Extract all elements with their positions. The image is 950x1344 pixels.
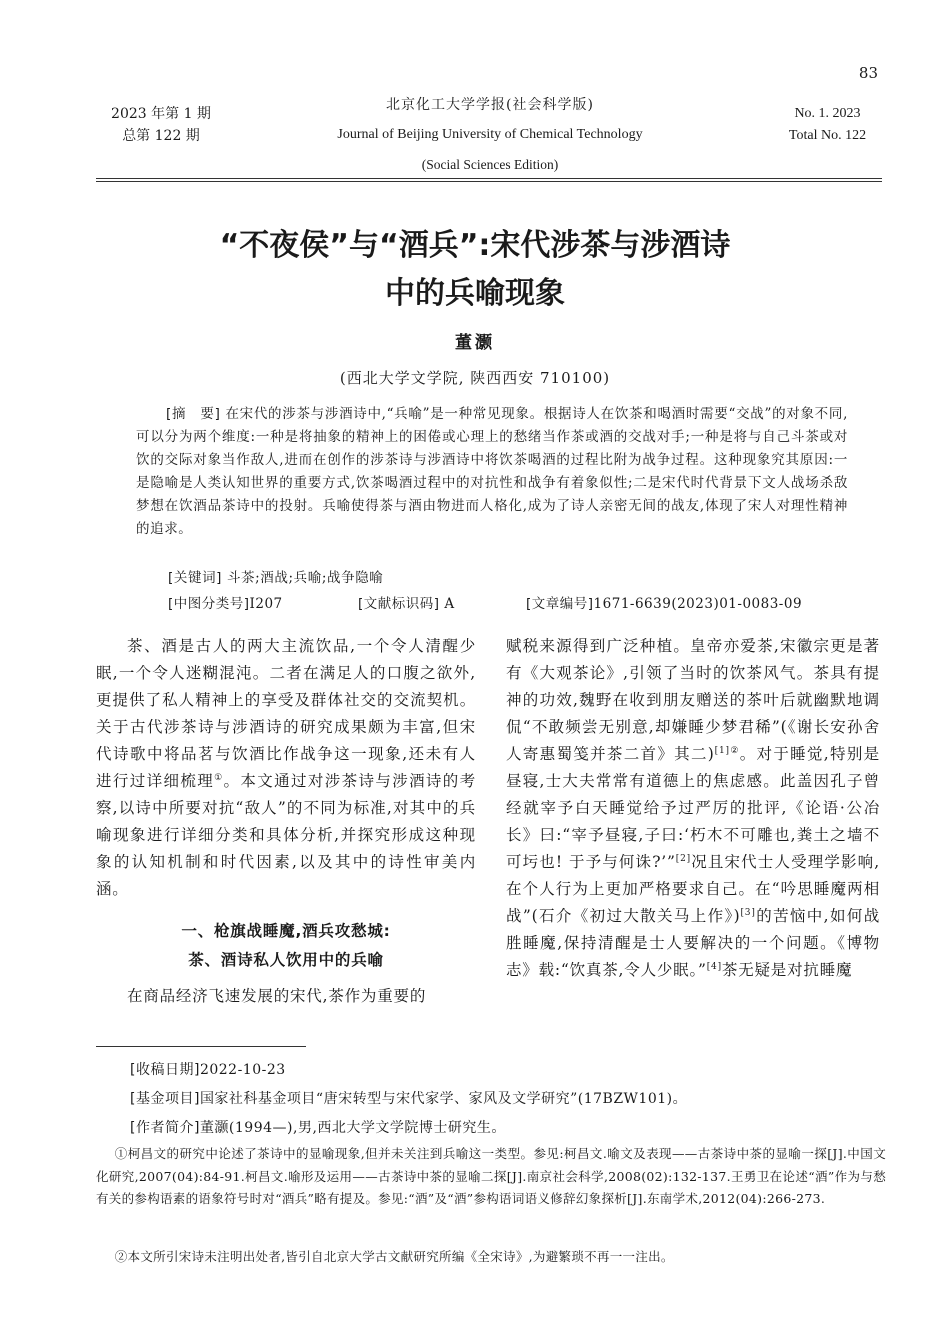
- total-issue-cn: 总第 122 期: [122, 128, 200, 144]
- paragraph-continued: [506, 633, 880, 984]
- intro-text-a: 茶、酒是古人的两大主流饮品,一个令人清醒少眠,一个令人迷糊混沌。二者在满足人的口腹之欲外,更提供了私人精神上的享受及群体社交的交流契机。关于古代涉茶诗与涉酒诗的研究成果颇为丰富,但宋代诗歌中将品茗与饮酒比作战争这一现象,还未有人进行过详细梳理: [96, 637, 476, 790]
- citation-1: [1]②: [714, 745, 740, 756]
- journal-name-cn: 北京化工大学学报(社会科学版): [386, 97, 594, 113]
- author-affiliation: (西北大学文学院, 陕西西安 710100): [339, 369, 611, 387]
- footnote-rule: [96, 1046, 306, 1047]
- received-date: [130, 1059, 286, 1079]
- document-code: [358, 592, 455, 612]
- bio-value: 董灏(1994—),男,西北大学文学院博士研究生。: [199, 1120, 506, 1136]
- title-line-2: 中的兵喻现象: [385, 276, 565, 311]
- issue-en: No. 1. 2023: [794, 106, 861, 121]
- header-rule-top: [96, 178, 882, 179]
- keywords-text: 斗茶;酒战;兵喻;战争隐喻: [226, 570, 384, 586]
- article-number: [526, 592, 802, 612]
- footnote-2-text: ②本文所引宋诗未注明出处者,皆引自北京大学古文献研究所编《全宋诗》,为避繁琐不再一一注出。: [114, 1249, 674, 1264]
- cont-text-5: 茶无疑是对抗睡魔: [721, 961, 853, 979]
- received-label: [收稿日期]: [130, 1062, 200, 1078]
- section-heading-line-2: 茶、酒诗私人饮用中的兵喻: [188, 951, 384, 969]
- cont-text-3: 况且宋代士人受理学影响,在个人行为上更加严格要求自己。在“吟思睡魔两相战”(石介《初过大散关马上作》): [506, 853, 881, 925]
- journal-name: [290, 90, 690, 180]
- section-heading-1: [96, 917, 476, 975]
- paragraph-section-1: 在商品经济飞速发展的宋代,茶作为重要的: [127, 987, 427, 1005]
- cont-text-1: 赋税来源得到广泛种植。皇帝亦爱茶,宋徽宗更是著有《大观茶论》,引领了当时的饮茶风气。茶具有提神的功效,魏野在收到朋友赠送的茶叶后就幽默地调侃“不敢频尝无别意,却嫌睡少梦君稀”(《谢长安孙舍人寄惠蜀笺并茶二首》其二): [506, 637, 880, 763]
- received-value: 2022-10-23: [199, 1062, 286, 1078]
- fund-value: 国家社科基金项目“唐宋转型与宋代家学、家风及文学研究”(17BZW101)。: [199, 1091, 688, 1107]
- footnote-1-text: ①柯昌文的研究中论述了茶诗中的显喻现象,但并未关注到兵喻这一类型。参见:柯昌文.喻文及表现——古茶诗中茶的显喻一探[J].中国文化研究,2007(04):84-91.柯昌文.喻形及运用——古茶诗中茶的显喻二探[J].南京社会科学,2008(02):132-137.王勇卫在论述“酒”作为与愁有关的参构语素的语象符号时对“酒兵”略有提及。参见:“酒”及“酒”参构语词语义修辞幻象探析[J].东南学术,2012(04):266-273.: [96, 1146, 886, 1206]
- article-no-label: [文章编号]: [526, 596, 594, 612]
- abstract-label: [摘 要]: [166, 406, 221, 422]
- body-column-right: [506, 633, 880, 984]
- paragraph-intro: [96, 633, 476, 903]
- journal-name-en: Journal of Beijing University of Chemical Technology: [337, 127, 643, 142]
- keywords: [168, 566, 383, 586]
- abstract-text: 在宋代的涉茶与涉酒诗中,“兵喻”是一种常见现象。根据诗人在饮茶和喝酒时需要“交战”的对象不同,可以分为两个维度:一种是将抽象的精神上的困倦或心理上的愁绪当作茶或酒的交战对手;一种是将与自己斗茶或对饮的交际对象当作敌人,进而在创作的涉茶诗与涉酒诗中将饮茶喝酒的过程比附为战争过程。这种现象究其原因:一是隐喻是人类认知世界的重要方式,饮茶喝酒过程中的对抗性和战争有着象似性;二是宋代时代背景下文人战场杀敌梦想在饮酒品茶诗中的投射。兵喻使得茶与酒由物进而人格化,成为了诗人亲密无间的战友,体现了宋人对理性精神的追求。: [136, 406, 848, 537]
- author-bio: [130, 1117, 506, 1137]
- doc-code-label: [文献标识码]: [358, 596, 440, 612]
- citation-3: [3]: [740, 907, 756, 918]
- page-number: 83: [858, 64, 878, 82]
- journal-edition-en: (Social Sciences Edition): [421, 157, 559, 172]
- author-name: 董灏: [455, 333, 495, 353]
- fund-info: [130, 1088, 687, 1108]
- issue-cn: 2023 年第 1 期: [111, 106, 211, 122]
- cont-text-4: 的苦恼中,如何战胜睡魔,保持清醒是士人要解决的一个问题。《博物志》载:“饮真茶,令人少眠。”: [506, 907, 880, 979]
- cont-text-2: 。对于睡觉,特别是昼寝,士大夫常常有道德上的焦虑感。此盖因孔子曾经就宰予白天睡觉给予过严厉的批评,《论语·公冶长》曰:“宰予昼寝,子曰:‘朽木不可雕也,粪土之墙不可圬也! 于予与何诛?’”: [506, 745, 880, 871]
- citation-2: [2]: [675, 853, 691, 864]
- bio-label: [作者简介]: [130, 1120, 200, 1136]
- title-line-1: “不夜侯”与“酒兵”:宋代涉茶与涉酒诗: [219, 228, 731, 263]
- footnote-ref-1: ①: [214, 772, 224, 783]
- issue-info-cn: [96, 103, 226, 147]
- intro-text-b: 。本文通过对涉茶诗与涉酒诗的考察,以诗中所要对抗“敌人”的不同为标准,对其中的兵喻现象进行详细分类和具体分析,并探究形成这种现象的认知机制和时代因素,以及其中的诗性审美内涵。: [96, 772, 476, 898]
- article-no-value: 1671-6639(2023)01-0083-09: [593, 596, 803, 612]
- section-heading-line-1: 一、枪旗战睡魔,酒兵攻愁城:: [181, 922, 391, 940]
- clc-number: [168, 592, 283, 612]
- doc-code-value: A: [444, 596, 455, 612]
- article-title: [120, 222, 830, 318]
- clc-label: [中图分类号]: [168, 596, 250, 612]
- clc-value: I207: [249, 596, 283, 612]
- footnote-1: [96, 1143, 886, 1211]
- total-issue-en: Total No. 122: [788, 128, 867, 143]
- footnote-2: [96, 1246, 886, 1269]
- citation-4: [4]: [706, 961, 722, 972]
- body-column-left: [96, 633, 476, 1010]
- abstract: [136, 403, 848, 541]
- header-rule-bottom: [96, 181, 882, 182]
- issue-info-en: [770, 103, 885, 147]
- keywords-label: [关键词]: [168, 570, 223, 586]
- fund-label: [基金项目]: [130, 1091, 200, 1107]
